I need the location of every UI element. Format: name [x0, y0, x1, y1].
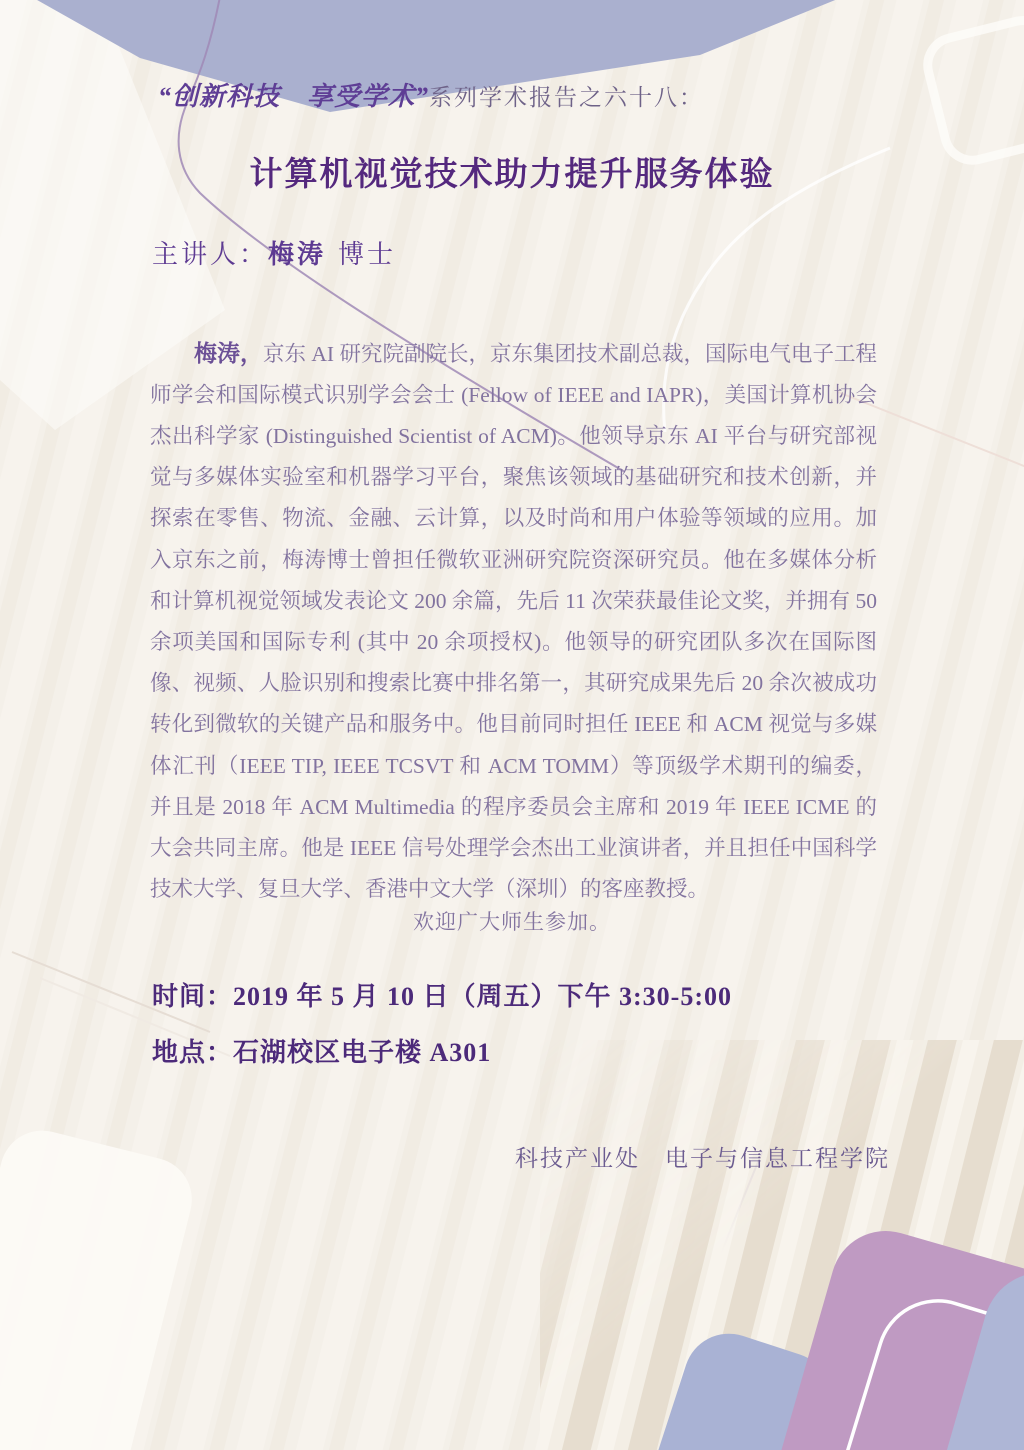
- speaker-label: 主讲人：: [152, 240, 269, 269]
- time-line: 时间：2019 年 5 月 10 日（周五）下午 3:30-5:00: [152, 982, 732, 1011]
- series-slogan: “创新科技 享受学术”: [158, 82, 430, 111]
- speaker-biography: [150, 333, 877, 911]
- series-number: 系列学术报告之六十八：: [429, 85, 705, 110]
- biography-text: 京东 AI 研究院副院长，京东集团技术副总裁，国际电气电子工程师学会和国际模式识别学会会士 (Fellow of IEEE and IAPR)，美国计算机协会杰出科学家 (Distinguished Scientist of ACM)。他领导京东 AI 平台与研究部视觉与多媒体实验室和机器学习平台，聚焦该领域的基础研究和技术创新，并探索在零售、物流、金融、云计算，以及时尚和用户体验等领域的应用。加入京东之前，梅涛博士曾担任微软亚洲研究院资深研究员。他在多媒体分析和计算机视觉领域发表论文 200 余篇，先后 11 次荣获最佳论文奖，并拥有 50 余项美国和国际专利 (其中 20 余项授权)。他领导的研究团队多次在国际图像、视频、人脸识别和搜索比赛中排名第一，其研究成果先后 20 余次被成功转化到微软的关键产品和服务中。他目前同时担任 IEEE 和 ACM 视觉与多媒体汇刊（IEEE TIP, IEEE TCSVT 和 ACM TOMM）等顶级学术期刊的编委，并且是 2018 年 ACM Multimedia 的程序委员会主席和 2019 年 IEEE ICME 的大会共同主席。他是 IEEE 信号处理学会杰出工业演讲者，并且担任中国科学技术大学、复旦大学、香港中文大学（深圳）的客座教授。: [150, 341, 877, 902]
- speaker-line: [152, 234, 396, 271]
- location-line: 地点：石湖校区电子楼 A301: [152, 1038, 492, 1067]
- organizers-line: 科技产业处 电子与信息工程学院: [515, 1146, 890, 1171]
- lecture-title: 计算机视觉技术助力提升服务体验: [249, 157, 775, 193]
- welcome-line: 欢迎广大师生参加。: [413, 910, 611, 934]
- series-heading: [158, 76, 704, 113]
- speaker-degree: 博士: [338, 240, 397, 269]
- biography-lead-name: 梅涛，: [194, 340, 264, 366]
- speaker-name: 梅涛: [268, 240, 327, 269]
